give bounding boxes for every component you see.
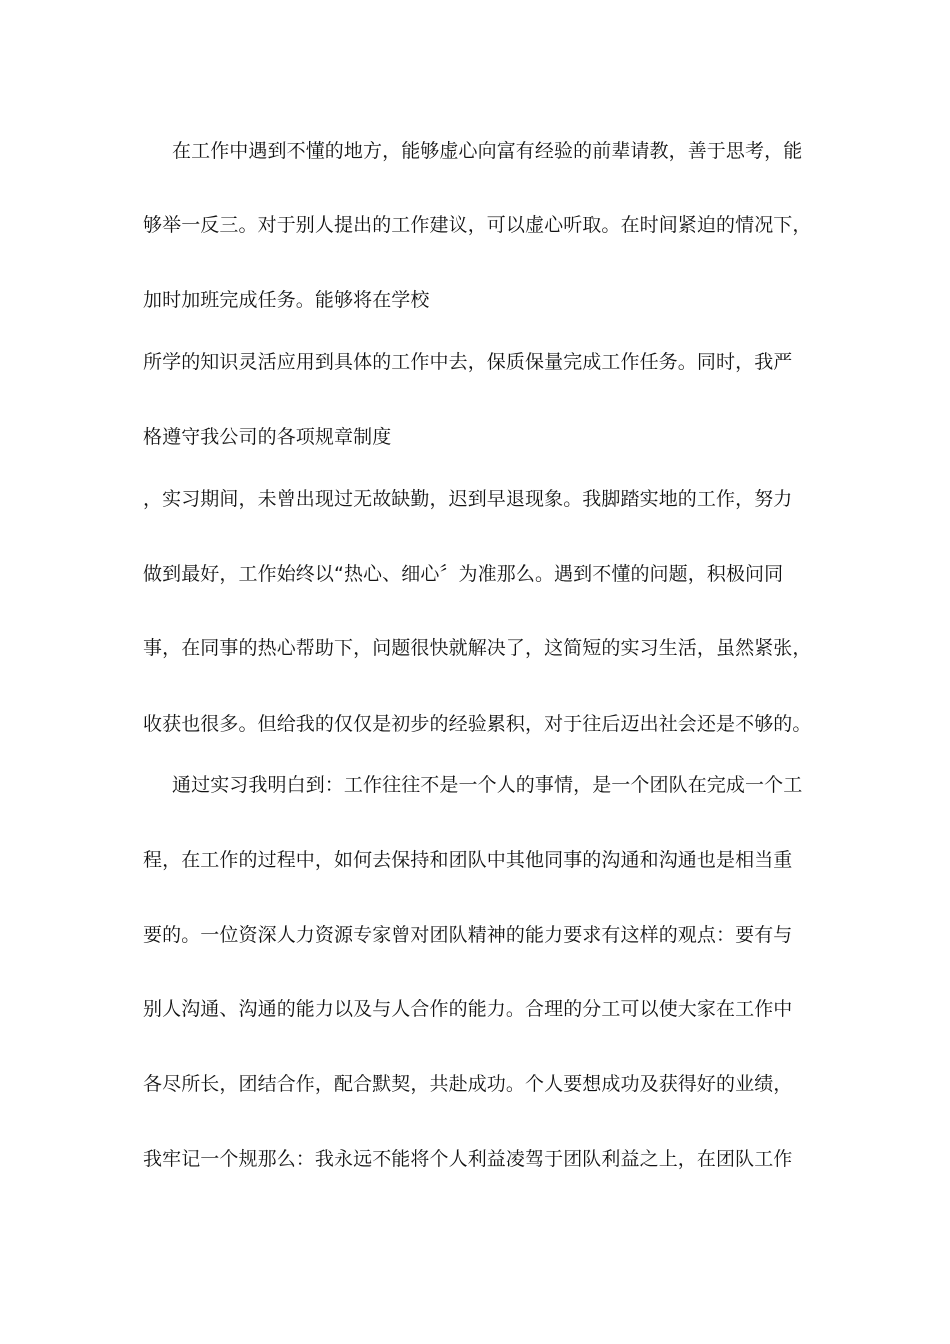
text-line-7: 做到最好，工作始终以“热心、细心〞为准那么。遇到不懂的问题，积极问同 xyxy=(143,563,784,585)
text-line-3: 加时加班完成任务。能够将在学校 xyxy=(143,289,430,311)
text-line-9: 收获也很多。但给我的仅仅是初步的经验累积，对于往后迈出社会还是不够的。 xyxy=(143,713,812,735)
text-line-13: 别人沟通、沟通的能力以及与人合作的能力。合理的分工可以使大家在工作中 xyxy=(143,998,793,1020)
text-line-11: 程，在工作的过程中，如何去保持和团队中其他同事的沟通和沟通也是相当重 xyxy=(143,849,793,871)
text-line-10: 通过实习我明白到：工作往往不是一个人的事情，是一个团队在完成一个工 xyxy=(172,774,803,796)
text-line-8: 事，在同事的热心帮助下，问题很快就解决了，这简短的实习生活，虽然紧张， xyxy=(143,637,812,659)
text-line-12: 要的。一位资深人力资源专家曾对团队精神的能力要求有这样的观点：要有与 xyxy=(143,924,793,946)
text-line-14: 各尽所长，团结合作，配合默契，共赴成功。个人要想成功及获得好的业绩， xyxy=(143,1073,793,1095)
text-line-15: 我牢记一个规那么：我永远不能将个人利益凌驾于团队利益之上，在团队工作 xyxy=(143,1148,793,1170)
text-line-4: 所学的知识灵活应用到具体的工作中去，保质保量完成工作任务。同时，我严 xyxy=(143,351,793,373)
text-line-1: 在工作中遇到不懂的地方，能够虚心向富有经验的前辈请教，善于思考，能 xyxy=(172,140,803,162)
text-line-5: 格遵守我公司的各项规章制度 xyxy=(143,426,392,448)
text-line-2: 够举一反三。对于别人提出的工作建议，可以虚心听取。在时间紧迫的情况下， xyxy=(143,214,812,236)
text-line-6: ，实习期间，未曾出现过无故缺勤，迟到早退现象。我脚踏实地的工作，努力 xyxy=(143,488,793,510)
